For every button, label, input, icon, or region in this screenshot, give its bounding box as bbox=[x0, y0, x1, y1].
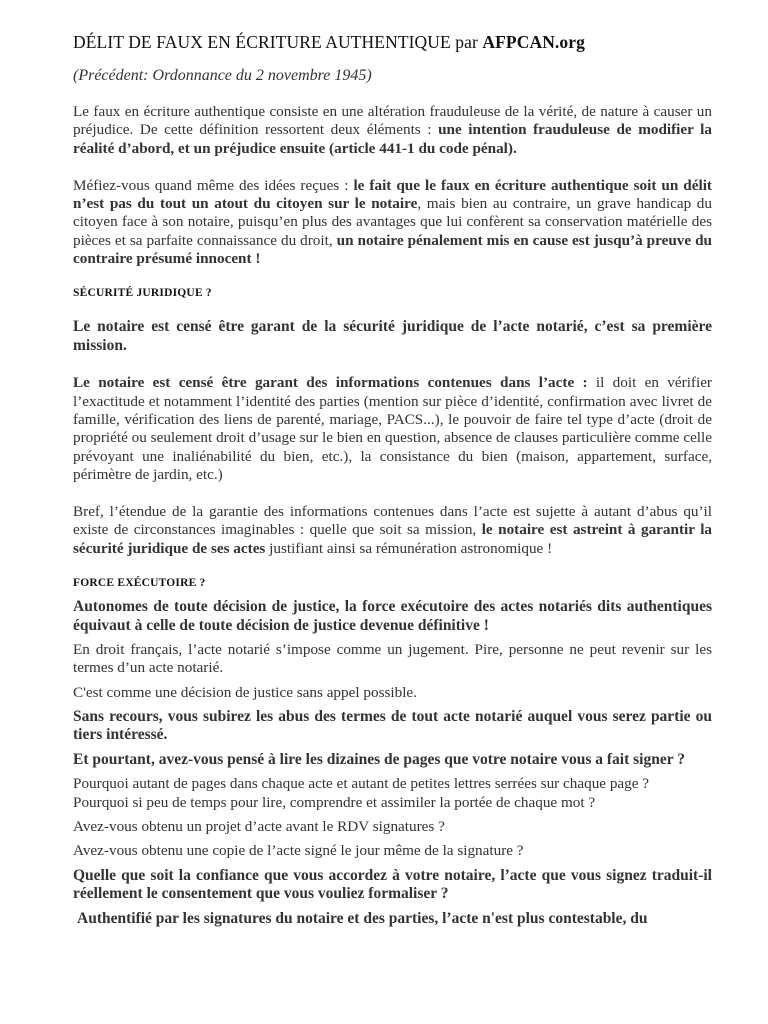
paragraph-text: Bref, l’étendue de la garantie des informations contenues dans l’acte est sujette à autant d’abus qu’il existe de circonstances imaginables : quelle que soit sa mission, bbox=[73, 503, 712, 539]
paragraph-emphasis: le fait que le faux en écriture authentique soit un délit n’est pas du tout un atout du citoyen sur le notaire bbox=[73, 176, 712, 213]
document-title bbox=[73, 31, 712, 53]
paragraph-guarantee bbox=[73, 374, 712, 484]
document-subtitle: (Précédent: Ordonnance du 2 novembre 1945) bbox=[73, 67, 372, 84]
paragraph-et-pourtant: Et pourtant, avez-vous pensé à lire les dizaines de pages que votre notaire vous a fait signer ? bbox=[73, 750, 685, 768]
paragraph-emphasis: un notaire pénalement mis en cause est jusqu’à preuve du contraire présumé innocent ! bbox=[73, 231, 712, 268]
paragraph-bref bbox=[73, 503, 712, 558]
paragraph-emphasis: une intention frauduleuse de modifier la réalité d’abord, et un préjudice ensuite (article 441-1 du code pénal). bbox=[73, 121, 712, 157]
paragraph-first-mission: Le notaire est censé être garant de la sécurité juridique de l’acte notarié, c’est sa première mission. bbox=[73, 318, 712, 354]
paragraph-pourquoi-temps: Pourquoi si peu de temps pour lire, comprendre et assimiler la portée de chaque mot ? bbox=[73, 793, 596, 811]
paragraph-emphasis: Le notaire est censé être garant des informations contenues dans l’acte : bbox=[73, 374, 588, 392]
paragraph-text: il doit en vérifier l’exactitude et notamment l’identité des parties (mention sur pièce d’identité, confirmation avec livret de famille, vérification des liens de parenté, mariage, PACS...), le pouvoir de faire tel type d’acte (droit de propriété ou seulement droit d’usage sur le bien en question, absence de clauses particulière comme celle prévoyant une inaliénabilité du bien, etc.), la consistance du bien (maison, appartement, surface, périmètre de jardin, etc.) bbox=[73, 374, 712, 483]
paragraph-definition bbox=[73, 103, 712, 158]
paragraph-warning bbox=[73, 177, 712, 268]
paragraph-text: Le faux en écriture authentique consiste en une altération frauduleuse de la vérité, de nature à causer un préjudice. De cette définition ressortent deux éléments : bbox=[73, 103, 712, 139]
paragraph-confiance: Quelle que soit la confiance que vous accordez à votre notaire, l’acte que vous signez traduit-il réellement le consentement que vous vouliez formaliser ? bbox=[73, 866, 712, 903]
paragraph-text: , mais bien au contraire, un grave handicap du citoyen face à son notaire, puisqu’en plus des avantages que lui confèrent sa conservation matérielle des pièces et sa parfaite connaissance du droit, bbox=[73, 195, 712, 249]
title-main: DÉLIT DE FAUX EN ÉCRITURE AUTHENTIQUE par bbox=[73, 32, 483, 52]
title-site: AFPCAN.org bbox=[482, 32, 585, 52]
paragraph-projet-acte: Avez-vous obtenu un projet d’acte avant le RDV signatures ? bbox=[73, 818, 445, 836]
paragraph-text: Méfiez-vous quand même des idées reçues : bbox=[73, 176, 354, 194]
section-heading-securite: SÉCURITÉ JURIDIQUE ? bbox=[73, 287, 212, 300]
paragraph-sans-recours: Sans recours, vous subirez les abus des termes de tout acte notarié auquel vous serez partie ou tiers intéressé. bbox=[73, 707, 712, 744]
paragraph-copie-acte: Avez-vous obtenu une copie de l’acte signé le jour même de la signature ? bbox=[73, 842, 524, 860]
paragraph-text: justifiant ainsi sa rémunération astronomique ! bbox=[265, 539, 553, 557]
section-heading-force: FORCE EXÉCUTOIRE ? bbox=[73, 577, 206, 590]
paragraph-sans-appel: C'est comme une décision de justice sans appel possible. bbox=[73, 683, 417, 701]
paragraph-autonomes: Autonomes de toute décision de justice, la force exécutoire des actes notariés dits authentiques équivaut à celle de toute décision de justice devenue définitive ! bbox=[73, 598, 712, 634]
paragraph-authentifie: Authentifié par les signatures du notaire et des parties, l’acte n'est plus contestable, du bbox=[77, 909, 648, 927]
paragraph-pourquoi-pages: Pourquoi autant de pages dans chaque acte et autant de petites lettres serrées sur chaque page ? bbox=[73, 775, 650, 793]
paragraph-emphasis: le notaire est astreint à garantir la sécurité juridique de ses actes bbox=[73, 521, 713, 557]
paragraph-droit-francais: En droit français, l’acte notarié s’impose comme un jugement. Pire, personne ne peut revenir sur les termes d’un acte notarié. bbox=[73, 641, 712, 677]
